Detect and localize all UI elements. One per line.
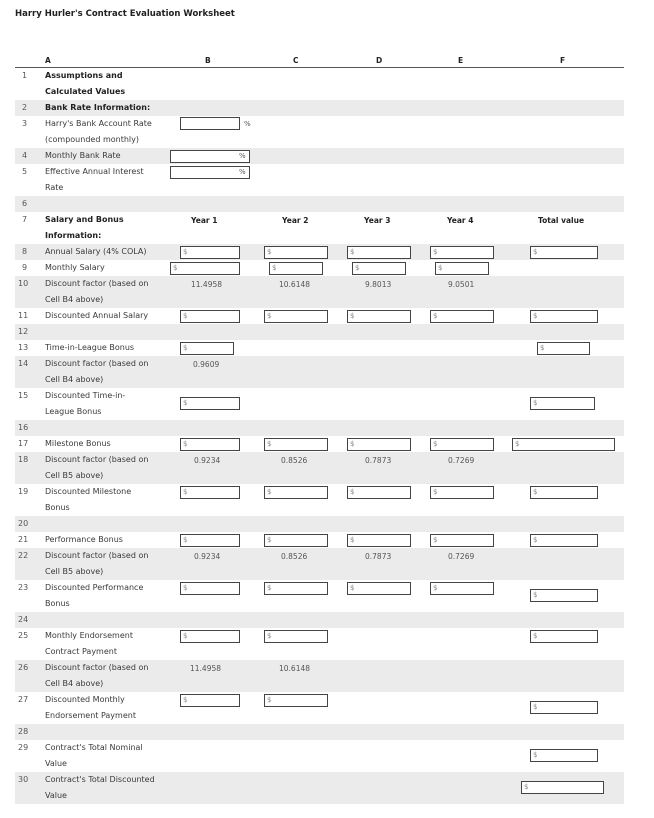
row-number: 4 — [22, 151, 28, 160]
row-label-continued: Value — [45, 759, 67, 768]
row-number: 3 — [22, 119, 28, 128]
time-in-league-bonus-input[interactable]: $ — [180, 342, 234, 355]
row-band — [15, 516, 624, 532]
row-label-continued: Information: — [45, 231, 102, 240]
column-header-c: C — [293, 56, 299, 65]
percent-sign: % — [239, 152, 246, 160]
row-number: 21 — [18, 535, 29, 544]
row-label: Annual Salary (4% COLA) — [45, 247, 147, 256]
discounted-performance-bonus-input[interactable]: $ — [347, 582, 411, 595]
year-header: Year 1 — [191, 216, 218, 225]
row-label-continued: Bonus — [45, 599, 70, 608]
discounted-milestone-bonus-input[interactable]: $ — [264, 486, 328, 499]
row-label-continued: Cell B4 above) — [45, 375, 104, 384]
row-number: 1 — [22, 71, 28, 80]
discounted-time-in-league-bonus-total-input[interactable]: $ — [530, 397, 595, 410]
performance-bonus-input[interactable]: $ — [180, 534, 240, 547]
discounted-milestone-bonus-input[interactable]: $ — [530, 486, 598, 499]
row-label-continued: (compounded monthly) — [45, 135, 139, 144]
discount-factor-value: 0.7269 — [448, 552, 475, 561]
discount-factor-value: 0.9234 — [194, 456, 221, 465]
discounted-annual-salary-input[interactable]: $ — [264, 310, 328, 323]
discounted-performance-bonus-input[interactable]: $ — [430, 582, 494, 595]
row-label: Monthly Salary — [45, 263, 105, 272]
discount-factor-value: 10.6148 — [279, 664, 311, 673]
row-number: 12 — [18, 327, 29, 336]
row-number: 23 — [18, 583, 29, 592]
row-number: 30 — [18, 775, 29, 784]
annual-salary-input[interactable]: $ — [530, 246, 598, 259]
milestone-bonus-input[interactable]: $ — [180, 438, 240, 451]
row-number: 27 — [18, 695, 29, 704]
row-label: Monthly Bank Rate — [45, 151, 121, 160]
contract-total-nominal-value-input[interactable]: $ — [530, 749, 598, 762]
annual-salary-input[interactable]: $ — [264, 246, 328, 259]
row-number: 13 — [18, 343, 29, 352]
row-label-continued: Endorsement Payment — [45, 711, 136, 720]
monthly-bank-rate-input[interactable] — [170, 150, 250, 163]
contract-total-discounted-value-input[interactable]: $ — [521, 781, 604, 794]
row-label: Performance Bonus — [45, 535, 123, 544]
monthly-salary-input[interactable]: $ — [435, 262, 489, 275]
discounted-monthly-endorsement-total-input[interactable]: $ — [530, 701, 598, 714]
discounted-monthly-endorsement-input[interactable]: $ — [180, 694, 240, 707]
row-label: Monthly Endorsement — [45, 631, 133, 640]
row-number: 10 — [18, 279, 29, 288]
column-header-a: A — [45, 56, 51, 65]
row-band — [15, 612, 624, 628]
row-number: 2 — [22, 103, 28, 112]
performance-bonus-input[interactable]: $ — [430, 534, 494, 547]
row-number: 6 — [22, 199, 28, 208]
row-number: 7 — [22, 215, 28, 224]
row-number: 29 — [18, 743, 29, 752]
row-label-continued: Value — [45, 791, 67, 800]
row-label: Discount factor (based on — [45, 359, 149, 368]
row-label: Discounted Annual Salary — [45, 311, 149, 320]
annual-salary-input[interactable]: $ — [180, 246, 240, 259]
row-label: Effective Annual Interest — [45, 167, 144, 176]
row-label: Discounted Time-in- — [45, 391, 126, 400]
row-number: 5 — [22, 167, 28, 176]
row-number: 14 — [18, 359, 29, 368]
discounted-milestone-bonus-input[interactable]: $ — [430, 486, 494, 499]
discount-factor-value: 0.7873 — [365, 456, 392, 465]
discounted-monthly-endorsement-input[interactable]: $ — [264, 694, 328, 707]
row-label: Discounted Monthly — [45, 695, 125, 704]
row-label-continued: Cell B5 above) — [45, 471, 104, 480]
row-label-continued: Bonus — [45, 503, 70, 512]
performance-bonus-input[interactable]: $ — [347, 534, 411, 547]
row-label: Discount factor (based on — [45, 455, 149, 464]
row-label: Contract's Total Nominal — [45, 743, 143, 752]
discount-factor-value: 0.9609 — [193, 360, 220, 369]
year-header: Year 2 — [282, 216, 309, 225]
discount-factor-value: 9.0501 — [448, 280, 475, 289]
discount-factor-value: 11.4958 — [190, 664, 222, 673]
discounted-annual-salary-input[interactable]: $ — [180, 310, 240, 323]
year-header: Year 3 — [364, 216, 391, 225]
row-label-continued: Contract Payment — [45, 647, 117, 656]
row-label: Discounted Performance — [45, 583, 144, 592]
column-header-b: B — [205, 56, 211, 65]
discount-factor-value: 11.4958 — [191, 280, 223, 289]
row-number: 11 — [18, 311, 29, 320]
discounted-time-in-league-bonus-input[interactable]: $ — [180, 397, 240, 410]
row-number: 17 — [18, 439, 29, 448]
column-header-d: D — [376, 56, 383, 65]
discount-factor-value: 0.7269 — [448, 456, 475, 465]
row-label: Milestone Bonus — [45, 439, 111, 448]
performance-bonus-input[interactable]: $ — [530, 534, 598, 547]
monthly-endorsement-total-input[interactable]: $ — [530, 630, 598, 643]
discounted-annual-salary-input[interactable]: $ — [430, 310, 494, 323]
row-band — [15, 196, 624, 212]
row-label: Discount factor (based on — [45, 279, 149, 288]
bank-account-rate-input[interactable] — [180, 117, 240, 130]
effective-annual-rate-input[interactable] — [170, 166, 250, 179]
row-number: 9 — [22, 263, 28, 272]
row-number: 20 — [18, 519, 29, 528]
row-label-continued: Calculated Values — [45, 87, 126, 96]
row-label-continued: Cell B4 above) — [45, 679, 104, 688]
discount-factor-value: 0.9234 — [194, 552, 221, 561]
row-number: 24 — [18, 615, 29, 624]
year-header: Year 4 — [447, 216, 474, 225]
row-number: 16 — [18, 423, 29, 432]
row-band — [15, 420, 624, 436]
row-number: 22 — [18, 551, 29, 560]
discount-factor-value: 9.8013 — [365, 280, 392, 289]
milestone-bonus-input[interactable]: $ — [347, 438, 411, 451]
discounted-milestone-bonus-input[interactable]: $ — [180, 486, 240, 499]
worksheet-title: Harry Hurler's Contract Evaluation Worksheet — [15, 9, 235, 19]
discounted-milestone-bonus-input[interactable]: $ — [347, 486, 411, 499]
monthly-endorsement-payment-input[interactable]: $ — [264, 630, 328, 643]
monthly-salary-input[interactable]: $ — [170, 262, 240, 275]
row-number: 8 — [22, 247, 28, 256]
monthly-salary-input[interactable]: $ — [352, 262, 406, 275]
row-label: Discount factor (based on — [45, 551, 149, 560]
percent-sign: % — [239, 168, 246, 176]
percent-sign: % — [244, 120, 251, 128]
time-in-league-bonus-total-input[interactable]: $ — [537, 342, 590, 355]
row-label-continued: League Bonus — [45, 407, 102, 416]
row-number: 18 — [18, 455, 29, 464]
column-header-f: F — [560, 56, 566, 65]
row-label: Assumptions and — [45, 71, 123, 80]
performance-bonus-input[interactable]: $ — [264, 534, 328, 547]
milestone-bonus-input[interactable]: $ — [430, 438, 494, 451]
row-band — [15, 324, 624, 340]
discounted-annual-salary-input[interactable]: $ — [530, 310, 598, 323]
year-header: Total value — [538, 216, 585, 225]
row-number: 25 — [18, 631, 29, 640]
row-label: Salary and Bonus — [45, 215, 124, 224]
row-label: Discount factor (based on — [45, 663, 149, 672]
column-header-e: E — [458, 56, 464, 65]
discount-factor-value: 10.6148 — [279, 280, 311, 289]
discounted-annual-salary-input[interactable]: $ — [347, 310, 411, 323]
row-label-continued: Cell B4 above) — [45, 295, 104, 304]
row-number: 28 — [18, 727, 29, 736]
row-label-continued: Rate — [45, 183, 64, 192]
discounted-performance-bonus-input[interactable]: $ — [180, 582, 240, 595]
discounted-performance-bonus-total-input[interactable]: $ — [530, 589, 598, 602]
worksheet-grid — [15, 50, 624, 810]
discounted-performance-bonus-input[interactable]: $ — [264, 582, 328, 595]
row-number: 19 — [18, 487, 29, 496]
row-label-continued: Cell B5 above) — [45, 567, 104, 576]
row-label: Bank Rate Information: — [45, 103, 151, 112]
milestone-bonus-input[interactable]: $ — [264, 438, 328, 451]
monthly-endorsement-payment-input[interactable]: $ — [180, 630, 240, 643]
discount-factor-value: 0.7873 — [365, 552, 392, 561]
milestone-bonus-total-input[interactable]: $ — [512, 438, 615, 451]
discount-factor-value: 0.8526 — [281, 456, 308, 465]
annual-salary-input[interactable]: $ — [430, 246, 494, 259]
row-number: 26 — [18, 663, 29, 672]
row-band — [15, 724, 624, 740]
row-label: Harry's Bank Account Rate — [45, 119, 152, 128]
annual-salary-input[interactable]: $ — [347, 246, 411, 259]
row-label: Contract's Total Discounted — [45, 775, 155, 784]
monthly-salary-input[interactable]: $ — [269, 262, 323, 275]
row-label: Discounted Milestone — [45, 487, 132, 496]
discount-factor-value: 0.8526 — [281, 552, 308, 561]
row-number: 15 — [18, 391, 29, 400]
row-label: Time-in-League Bonus — [45, 343, 135, 352]
